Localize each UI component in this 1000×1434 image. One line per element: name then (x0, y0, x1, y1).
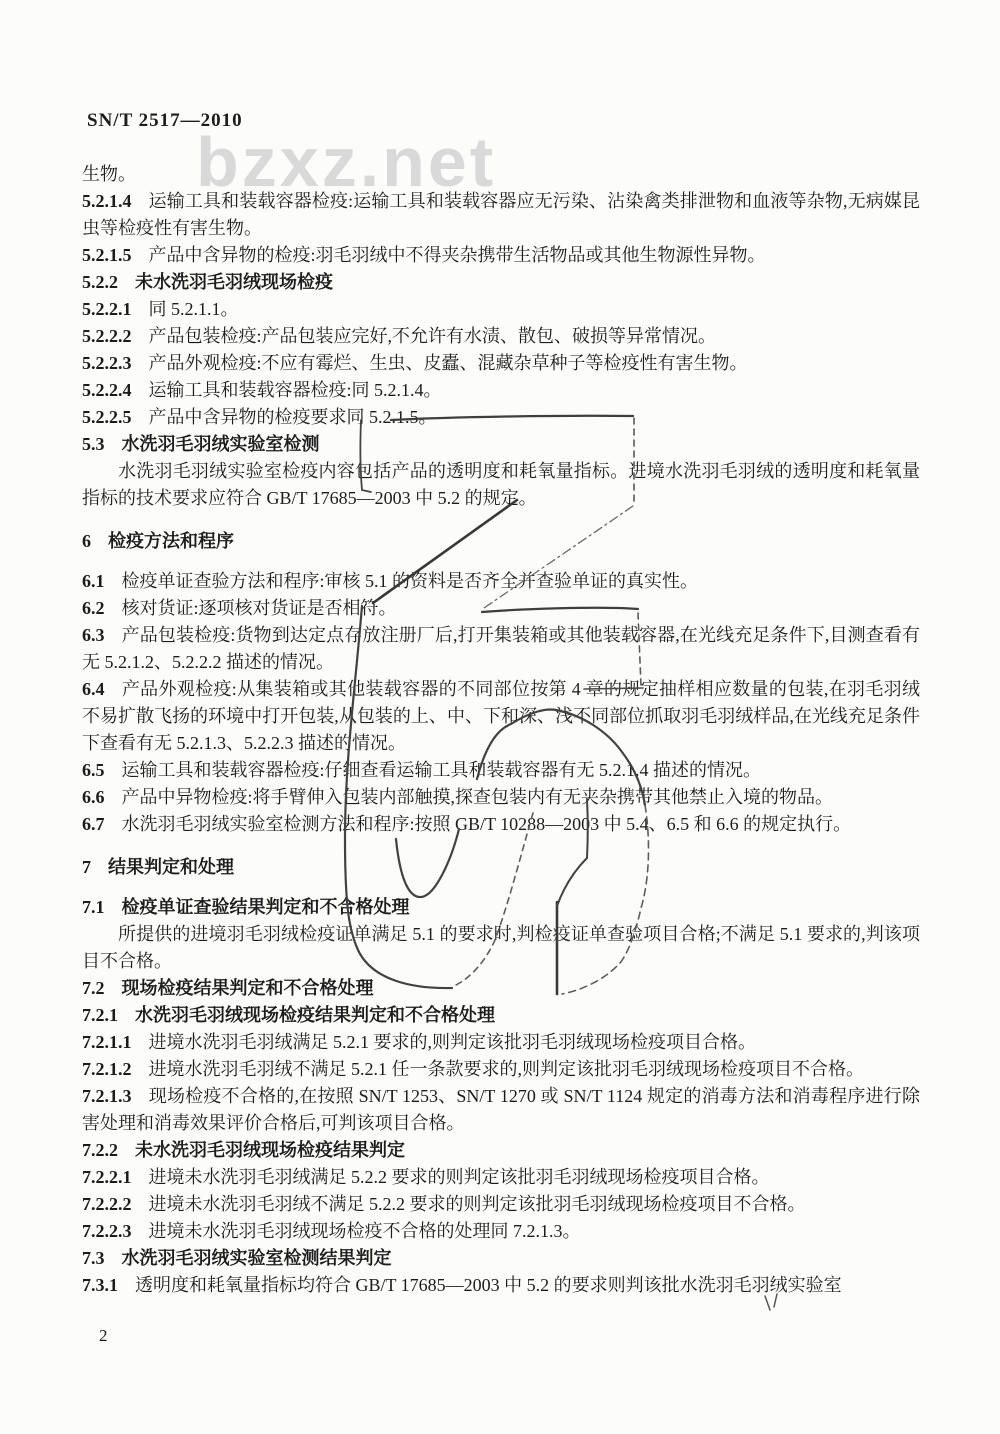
clause-number: 5.2.2.4 (82, 380, 132, 400)
clause-5.2.1.5 (82, 242, 920, 269)
standard-number-header: SN/T 2517—2010 (87, 110, 243, 131)
clause-text: 未水洗羽毛羽绒现场检疫结果判定 (135, 1140, 405, 1160)
clause-5.2.2 (82, 269, 920, 296)
clause-number: 5.2.1.4 (82, 191, 132, 211)
clause-text: 检疫方法和程序 (108, 531, 234, 551)
document-body (82, 161, 920, 1299)
clause-number: 6.4 (82, 679, 105, 699)
clause-text: 产品外观检疫:不应有霉烂、生虫、皮蠹、混藏杂草种子等检疫性有害生物。 (148, 353, 748, 373)
clause-text: 产品中含异物的检疫要求同 5.2.1.5。 (148, 407, 437, 427)
clause-text: 进境水洗羽毛羽绒满足 5.2.1 要求的,则判定该批羽毛羽绒现场检疫项目合格。 (148, 1032, 756, 1052)
clause-7.2.2.3 (82, 1218, 920, 1245)
clause-text: 水洗羽毛羽绒实验室检疫内容包括产品的透明度和耗氧量指标。进境水洗羽毛羽绒的透明度和耗氧量指标的技术要求应符合 GB/T 17685—2003 中 5.2 的规定。 (82, 461, 920, 508)
clause-text: 运输工具和装载容器检疫:运输工具和装载容器应无污染、沾染禽类排泄物和血液等杂物,无病媒昆虫等检疫性有害生物。 (82, 191, 920, 238)
clause-text: 进境未水洗羽毛羽绒不满足 5.2.2 要求的则判定该批羽毛羽绒现场检疫项目不合格。 (148, 1194, 806, 1214)
clause-text: 核对货证:逐项核对货证是否相符。 (121, 598, 397, 618)
clause-text: 产品包装检疫:产品包装应完好,不允许有水渍、散包、破损等异常情况。 (148, 326, 716, 346)
clause-7.3 (82, 1245, 920, 1272)
clause-number: 5.2.2.5 (82, 407, 132, 427)
clause-text: 水洗羽毛羽绒实验室检测 (121, 434, 320, 454)
clause-text: 生物。 (82, 164, 136, 184)
clause-7.2.1 (82, 1002, 920, 1029)
clause-7.2.2.1 (82, 1164, 920, 1191)
clause-text: 透明度和耗氧量指标均符合 GB/T 17685—2003 中 5.2 的要求则判该批水洗羽毛羽绒实验室 (135, 1275, 842, 1295)
clause-6.4 (82, 676, 920, 757)
clause-number: 5.2.2.2 (82, 326, 132, 346)
clause-6.3 (82, 622, 920, 676)
clause-text: 产品外观检疫:从集装箱或其他装载容器的不同部位按第 4 章的规定抽样相应数量的包装,在羽毛羽绒不易扩散飞扬的环境中打开包装,从包装的上、中、下和深、浅不同部位抓取羽毛羽绒样品,在光线充足条件下查看有无 5.2.1.3、5.2.2.3 描述的情况。 (82, 679, 920, 753)
clause-text: 检疫单证查验方法和程序:审核 5.1 的资料是否齐全并查验单证的真实性。 (121, 571, 698, 591)
clause-text: 进境未水洗羽毛羽绒现场检疫不合格的处理同 7.2.1.3。 (148, 1221, 581, 1241)
clause-number: 6.2 (82, 598, 105, 618)
clause-5.2.2.5 (82, 404, 920, 431)
clause-7.2 (82, 975, 920, 1002)
clause-7 (82, 854, 920, 881)
clause-text: 未水洗羽毛羽绒现场检疫 (135, 272, 333, 292)
clause-text: 现场检疫不合格的,在按照 SN/T 1253、SN/T 1270 或 SN/T 1124 规定的消毒方法和消毒程序进行除害处理和消毒效果评价合格后,可判该项目合格。 (82, 1086, 920, 1133)
clause-7.2.2.2 (82, 1191, 920, 1218)
clause-number: 5.2.2.3 (82, 353, 132, 373)
clause-number: 7.2.1.3 (82, 1086, 132, 1106)
clause-text: 产品包装检疫:货物到达定点存放注册厂后,打开集装箱或其他装载容器,在光线充足条件下,目测查看有无 5.2.1.2、5.2.2.2 描述的情况。 (82, 625, 920, 672)
clause-number: 7.2.2 (82, 1140, 118, 1160)
clause-number: 7.3 (82, 1248, 105, 1268)
clause-7.2.1.3 (82, 1083, 920, 1137)
clause-number: 7.2.1.1 (82, 1032, 132, 1052)
clause-7.2.1.1 (82, 1029, 920, 1056)
clause-number: 6.6 (82, 787, 105, 807)
clause-5.2.2.3 (82, 350, 920, 377)
clause-text: 进境水洗羽毛羽绒不满足 5.2.1 任一条款要求的,则判定该批羽毛羽绒现场检疫项目不合格。 (148, 1059, 864, 1079)
clause-text: 所提供的进境羽毛羽绒检疫证单满足 5.1 的要求时,判检疫证单查验项目合格;不满足 5.1 要求的,判该项目不合格。 (82, 924, 920, 971)
clause-text: 检疫单证查验结果判定和不合格处理 (121, 897, 410, 917)
clause-text: 同 5.2.1.1。 (148, 299, 239, 319)
clause-number: 7.1 (82, 897, 105, 917)
clause-number: 7.2.1 (82, 1005, 118, 1025)
watermark-text: bzxz.net (196, 123, 497, 201)
clause-number: 6.7 (82, 814, 105, 834)
clause-6.5 (82, 757, 920, 784)
clause-number: 6 (82, 531, 91, 551)
paragraph (82, 458, 920, 512)
clause-text: 产品中异物检疫:将手臂伸入包装内部触摸,探查包装内有无夹杂携带其他禁止入境的物品。 (121, 787, 833, 807)
clause-number: 5.2.2.1 (82, 299, 132, 319)
clause-number: 5.2.1.5 (82, 245, 132, 265)
clause-number: 7.3.1 (82, 1275, 118, 1295)
clause-6.1 (82, 568, 920, 595)
clause-7.2.1.2 (82, 1056, 920, 1083)
clause-number: 7.2.1.2 (82, 1059, 132, 1079)
clause-5.2.2.2 (82, 323, 920, 350)
clause-number: 7.2.2.2 (82, 1194, 132, 1214)
clause-number: 6.3 (82, 625, 105, 645)
clause-number: 5.3 (82, 434, 105, 454)
clause-6 (82, 528, 920, 555)
clause-5.2.2.1 (82, 296, 920, 323)
clause-text: 水洗羽毛羽绒实验室检测方法和程序:按照 GB/T 10288—2003 中 5.4、6.5 和 6.6 的规定执行。 (121, 814, 852, 834)
clause-7.3.1 (82, 1272, 920, 1299)
clause-number: 6.5 (82, 760, 105, 780)
clause-text: 水洗羽毛羽绒现场检疫结果判定和不合格处理 (135, 1005, 495, 1025)
clause-text: 进境未水洗羽毛羽绒满足 5.2.2 要求的则判定该批羽毛羽绒现场检疫项目合格。 (148, 1167, 770, 1187)
paragraph (82, 921, 920, 975)
clause-number: 7.2.2.3 (82, 1221, 132, 1241)
clause-7.2.2 (82, 1137, 920, 1164)
clause-number: 6.1 (82, 571, 105, 591)
clause-6.7 (82, 811, 920, 838)
clause-5.2.1.4 (82, 188, 920, 242)
clause-text: 结果判定和处理 (108, 857, 234, 877)
paragraph (82, 161, 920, 188)
clause-number: 5.2.2 (82, 272, 118, 292)
clause-5.3 (82, 431, 920, 458)
clause-5.2.2.4 (82, 377, 920, 404)
clause-6.2 (82, 595, 920, 622)
clause-number: 7.2.2.1 (82, 1167, 132, 1187)
page-number: 2 (99, 1326, 108, 1345)
clause-number: 7.2 (82, 978, 105, 998)
clause-text: 运输工具和装载容器检疫:同 5.2.1.4。 (148, 380, 442, 400)
clause-text: 运输工具和装载容器检疫:仔细查看运输工具和装载容器有无 5.2.1.4 描述的情况。 (121, 760, 761, 780)
clause-7.1 (82, 894, 920, 921)
clause-text: 现场检疫结果判定和不合格处理 (121, 978, 374, 998)
clause-number: 7 (82, 857, 91, 877)
clause-text: 水洗羽毛羽绒实验室检测结果判定 (121, 1248, 392, 1268)
clause-text: 产品中含异物的检疫:羽毛羽绒中不得夹杂携带生活物品或其他生物源性异物。 (148, 245, 766, 265)
clause-6.6 (82, 784, 920, 811)
